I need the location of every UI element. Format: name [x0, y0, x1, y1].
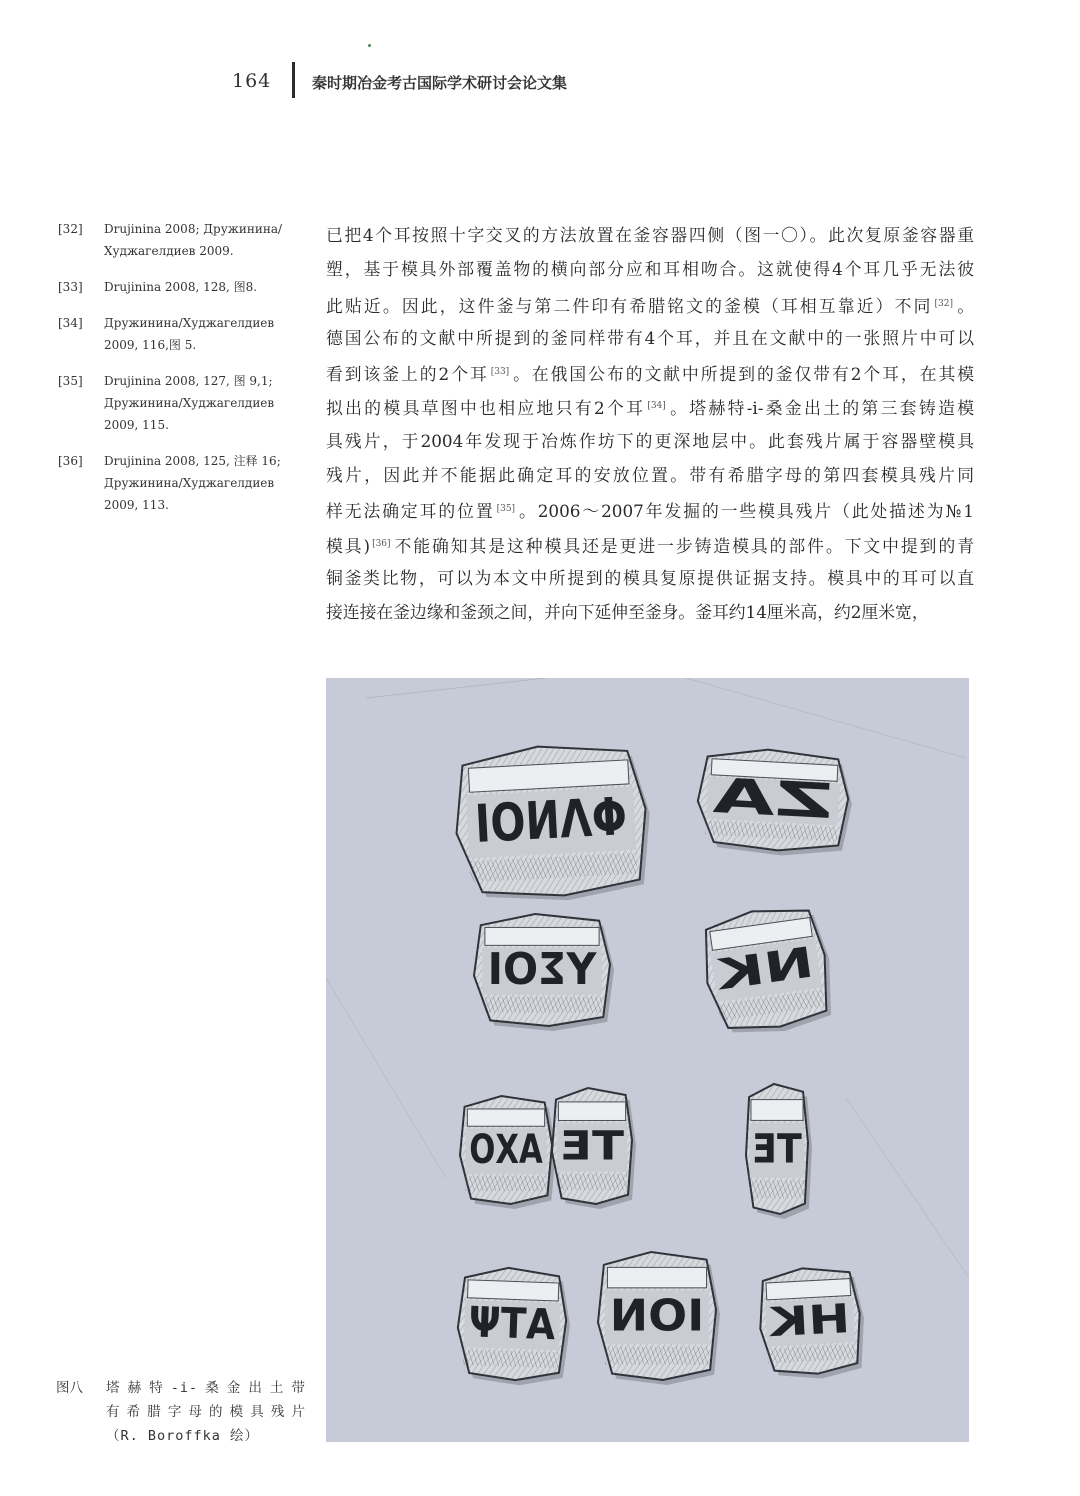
print-mark — [368, 44, 371, 47]
mold-fragment — [746, 1084, 812, 1219]
body-text-run: 铜釜类比物，可以为本文中所提到的模具复原提供证据支持。模具中的耳可以直 — [326, 567, 974, 588]
footnotes — [58, 218, 308, 530]
footnote-line: Дружинина/Худжагелдиев — [104, 316, 275, 330]
mold-fragment — [598, 1252, 720, 1385]
body-text-run: 具残片，于2004年发现于冶炼作坊下的更深地层中。此套残片属于容器壁模具 — [326, 430, 974, 451]
body-line — [326, 492, 974, 526]
footnote-line: 2009, 113. — [104, 498, 169, 512]
caption-line: （R. Boroffka 绘） — [106, 1428, 260, 1444]
footnote-text — [104, 312, 308, 356]
fragment-rim — [607, 1267, 706, 1287]
body-line — [326, 218, 974, 252]
fragment-base-hatching — [557, 1174, 627, 1190]
citation-marker: [33] — [490, 367, 510, 378]
body-text-run: 模具) — [326, 535, 371, 556]
footnote-number: [35] — [58, 374, 83, 388]
caption-line: 塔赫特-i-桑金出土带 — [106, 1380, 306, 1396]
body-line — [326, 561, 974, 595]
fragment-greek-letters: ΤΕ — [560, 1123, 624, 1170]
footnote-34 — [58, 312, 308, 356]
footnote-line: 2009, 115. — [104, 418, 169, 432]
body-text-run: 看到该釜上的2个耳 — [326, 364, 489, 385]
page-number: 164 — [232, 70, 272, 92]
body-line — [326, 595, 974, 629]
fragment-greek-letters: ΥΣΟΙ — [487, 944, 598, 996]
citation-marker: [35] — [496, 504, 516, 515]
fragment-base-hatching — [463, 1349, 559, 1368]
footnote-text — [104, 370, 308, 436]
body-text-run: 此贴近。因此，这件釜与第二件印有希腊铭文的釜模（耳相互靠近）不同 — [326, 295, 933, 316]
footnote-number: [32] — [58, 222, 83, 236]
footnote-line: 2009, 116,图 5. — [104, 338, 197, 352]
mold-fragment — [698, 902, 838, 1041]
body-text-run: 。2006～2007年发掘的一些模具残片（此处描述为№1 — [517, 501, 974, 522]
body-text-run: 样无法确定耳的位置 — [326, 501, 495, 522]
footnote-line: Drujinina 2008, 128, 图8. — [104, 280, 258, 294]
fragment-rim — [485, 927, 599, 945]
header-divider — [292, 62, 295, 98]
mold-fragment — [695, 746, 854, 859]
fragment-base-hatching — [605, 1347, 709, 1365]
footnote-text — [104, 218, 308, 262]
body-line — [326, 355, 974, 389]
mold-fragment — [757, 1265, 867, 1381]
body-line — [326, 424, 974, 458]
body-text-run: 。 — [955, 295, 974, 316]
footnote-line: Drujinina 2008, 125, 注释 16; — [104, 454, 281, 468]
footnote-number: [36] — [58, 454, 83, 468]
figure-mold-fragments — [326, 678, 969, 1442]
fragment-greek-letters: ΑΧΟ — [469, 1127, 543, 1174]
body-line — [326, 458, 974, 492]
body-text-run: 接连接在釜边缘和釜颈之间，并向下延伸至釜身。釜耳约14厘米高，约2厘米宽， — [326, 602, 929, 623]
citation-marker: [34] — [647, 401, 666, 412]
running-title: 秦时期冶金考古国际学术研讨会论文集 — [312, 74, 568, 92]
citation-marker: [32] — [934, 298, 954, 309]
body-text-run: 德国公布的文献中所提到的釜同样带有4个耳，并且在文献中的一张照片中可以 — [326, 327, 974, 348]
footnote-36 — [58, 450, 308, 516]
body-text-run: 残片，因此并不能据此确定耳的安放位置。带有希腊字母的第四套模具残片同 — [326, 465, 974, 486]
fragment-base-hatching — [466, 1176, 547, 1191]
footnote-line: Drujinina 2008, 127, 图 9,1; — [104, 374, 273, 388]
body-text-run: 。塔赫特-i-桑金出土的第三套铸造模 — [667, 398, 974, 419]
footnote-32 — [58, 218, 308, 262]
fragment-greek-letters: ΑΤΨ — [457, 1296, 557, 1350]
footnote-text — [104, 450, 308, 516]
fragment-drawing — [326, 678, 969, 1442]
footnote-text — [104, 276, 308, 298]
fragment-base-hatching — [750, 1180, 805, 1198]
footnote-line: Худжагелдиев 2009. — [104, 244, 234, 258]
fragment-greek-letters: ΙΟΝ — [609, 1290, 705, 1342]
fragment-rim — [751, 1100, 803, 1121]
fragment-greek-letters: ΗΚ — [784, 1296, 852, 1346]
fragment-greek-letters: ΤΕ — [752, 1126, 802, 1173]
body-text-run: 。在俄国公布的文献中所提到的釜仅带有2个耳，在其模 — [511, 364, 974, 385]
footnote-number: [34] — [58, 316, 83, 330]
mold-fragment — [460, 1096, 556, 1209]
fragment-rim — [558, 1102, 625, 1121]
mold-fragment — [474, 914, 614, 1031]
body-text-run: 拟出的模具草图中也相应地只有2个耳 — [326, 398, 646, 419]
fragment-rim — [467, 1109, 544, 1126]
footnote-33 — [58, 276, 308, 298]
footnote-35 — [58, 370, 308, 436]
footnote-line: Дружинина/Худжагелдиев — [104, 396, 275, 410]
fragment-greek-letters: ΖΑ — [759, 770, 835, 831]
body-text-run: 塑，基于模具外部覆盖物的横向部分应和耳相吻合。这就使得4个耳几乎无法彼 — [326, 259, 974, 280]
body-line — [326, 252, 974, 286]
caption-label: 图八 — [56, 1380, 83, 1396]
body-text — [326, 218, 974, 630]
body-line — [326, 527, 974, 561]
footnote-line: Дружинина/Худжагелдиев — [104, 476, 275, 490]
fragment-greek-letters: ΝΚ — [742, 937, 817, 996]
body-line — [326, 389, 974, 423]
mold-fragment — [456, 1266, 572, 1387]
body-line — [326, 287, 974, 321]
citation-marker: [36] — [372, 538, 391, 549]
caption-line: 有希腊字母的模具残片 — [106, 1404, 306, 1420]
caption-text — [106, 1376, 306, 1448]
page-header — [0, 62, 1080, 102]
body-line — [326, 321, 974, 355]
footnote-number: [33] — [58, 280, 83, 294]
footnote-line: Drujinina 2008; Дружинина/ — [104, 222, 283, 236]
fragment-base-hatching — [482, 997, 602, 1013]
fragment-greek-letters: ΦΛΝΟΙ — [434, 787, 629, 858]
mold-fragment — [434, 741, 654, 906]
mold-fragment — [552, 1088, 636, 1209]
body-text-run: 不能确知其是这种模具还是更进一步铸造模具的部件。下文中提到的青 — [392, 535, 974, 556]
body-text-run: 已把4个耳按照十字交叉的方法放置在釜容器四侧（图一〇）。此次复原釜容器重 — [326, 225, 974, 245]
